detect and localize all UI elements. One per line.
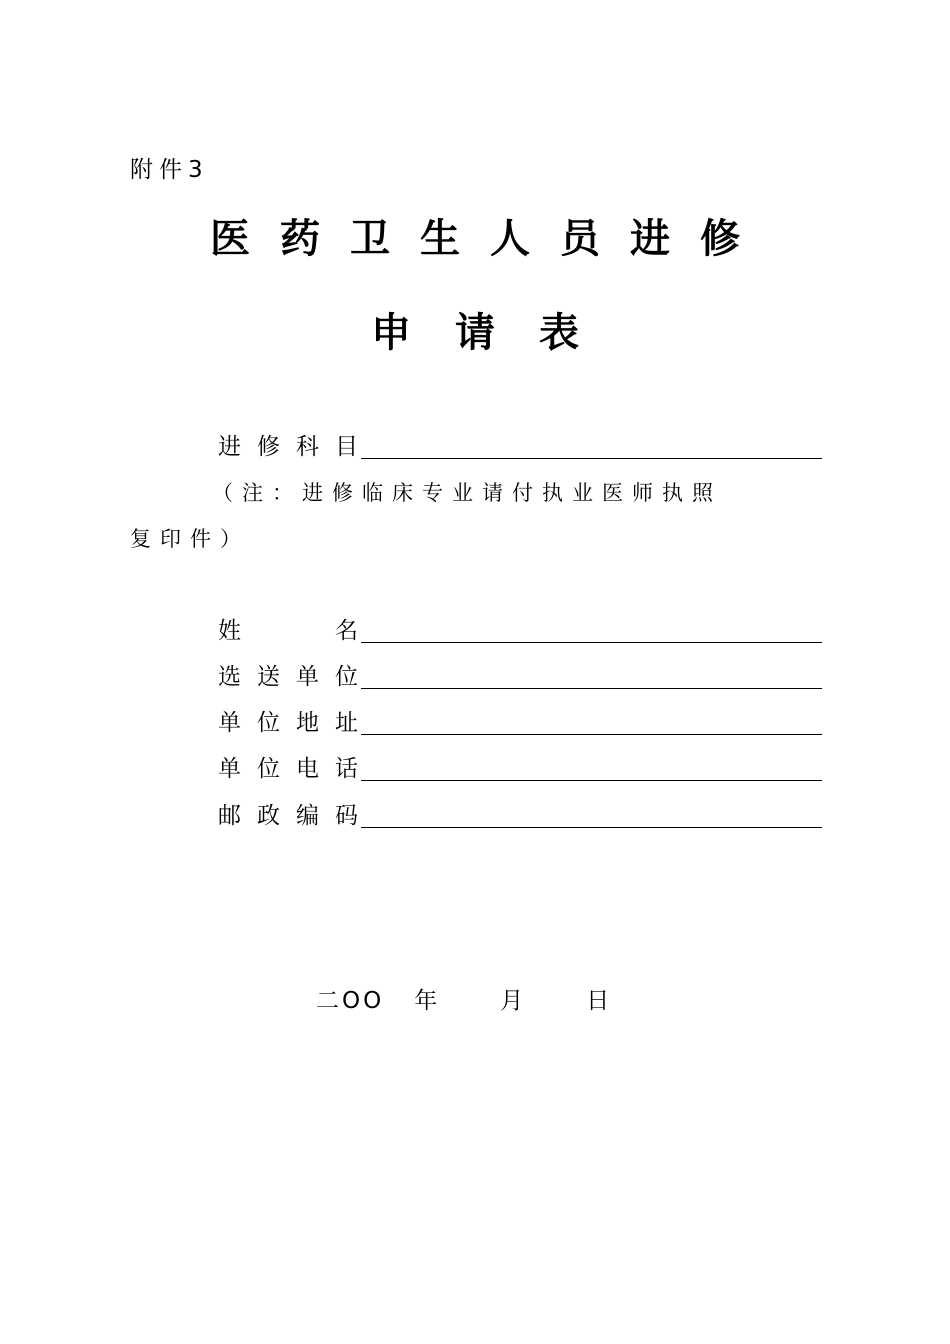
sending-unit-field-label — [218, 662, 358, 692]
unit-phone-field-line[interactable] — [361, 754, 822, 781]
label-char: 进 — [218, 434, 241, 460]
label-char: 姓 — [218, 618, 241, 644]
postal-code-field[interactable] — [218, 797, 822, 831]
label-char: 址 — [335, 710, 358, 736]
label-char: 单 — [218, 710, 241, 736]
form-title-line1: 医药卫生人员进修 — [210, 215, 770, 262]
postal-code-field-line[interactable] — [361, 801, 822, 828]
subject-field-label — [218, 432, 358, 462]
note-line1: （注：进修临床专业请付执业医师执照 — [212, 481, 722, 505]
label-char: 名 — [335, 618, 358, 644]
unit-address-field-line[interactable] — [361, 708, 822, 735]
label-char: 单 — [218, 756, 241, 782]
unit-address-field[interactable] — [218, 704, 822, 738]
label-char: 位 — [257, 710, 280, 736]
name-field-line[interactable] — [361, 616, 822, 643]
label-char: 选 — [218, 664, 241, 690]
name-field[interactable] — [218, 612, 822, 646]
label-char: 科 — [296, 434, 319, 460]
label-char: 单 — [296, 664, 319, 690]
name-field-label — [218, 616, 358, 646]
label-char: 码 — [335, 803, 358, 829]
label-char: 目 — [335, 434, 358, 460]
date-month-suffix: 月 — [500, 988, 524, 1014]
label-char: 位 — [335, 664, 358, 690]
label-char: 话 — [335, 756, 358, 782]
label-char: 政 — [257, 803, 280, 829]
date-day-suffix: 日 — [586, 988, 610, 1014]
form-title-line2: 申请表 — [371, 309, 623, 356]
label-char: 地 — [296, 710, 319, 736]
sending-unit-field[interactable] — [218, 658, 822, 692]
label-char: 修 — [257, 434, 280, 460]
postal-code-field-label — [218, 801, 358, 831]
sending-unit-field-line[interactable] — [361, 662, 822, 689]
date-year-prefix: 二OO — [316, 988, 385, 1014]
date-year-suffix: 年 — [414, 988, 438, 1014]
label-char: 电 — [296, 756, 319, 782]
date-line — [316, 984, 609, 1018]
subject-field[interactable] — [218, 428, 822, 462]
unit-address-field-label — [218, 708, 358, 738]
unit-phone-field-label — [218, 754, 358, 784]
subject-field-line[interactable] — [361, 432, 822, 459]
note-line2: 复印件） — [130, 527, 250, 551]
label-char: 位 — [257, 756, 280, 782]
label-char: 邮 — [218, 803, 241, 829]
label-char: 送 — [257, 664, 280, 690]
unit-phone-field[interactable] — [218, 750, 822, 784]
attachment-label: 附件3 — [130, 157, 209, 183]
label-char: 编 — [296, 803, 319, 829]
